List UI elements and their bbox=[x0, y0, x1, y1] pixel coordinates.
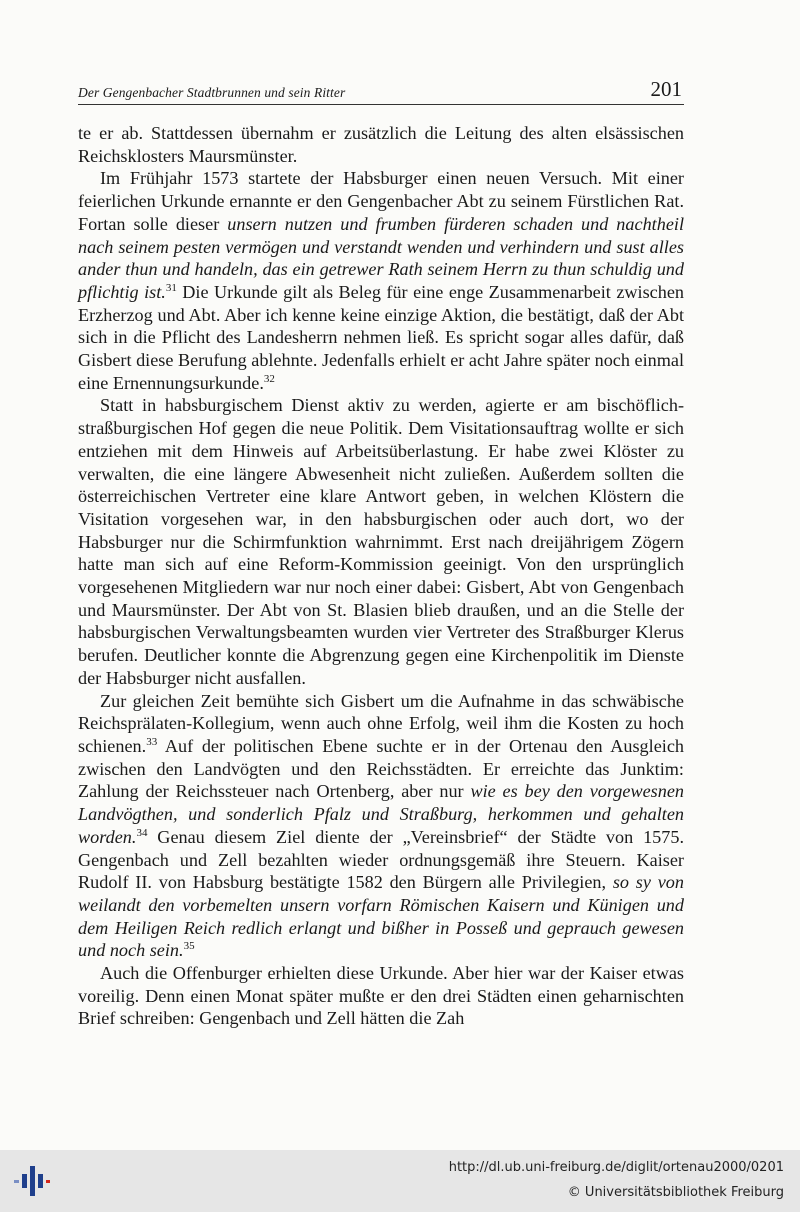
paragraph bbox=[78, 122, 684, 167]
footnote-reference: 35 bbox=[183, 940, 195, 953]
paragraph-text: Auch die Offenburger erhielten diese Urkunde. Aber hier war der Kaiser etwas voreilig. Denn einen Monat später mußte er den drei Städten einen geharnischten Brief schreiben: Gengenbach und Zell hätten die Zah bbox=[78, 963, 684, 1029]
page-number: 201 bbox=[650, 77, 682, 101]
logo-bar bbox=[14, 1180, 19, 1183]
paragraph bbox=[78, 394, 684, 689]
quoted-source-text: wie es bey den vorgewesnen Landvögthen, und sonderlich Pfalz und Straßburg, herkommen und gehalten worden. bbox=[78, 781, 684, 847]
footnote-reference: 34 bbox=[136, 826, 148, 839]
running-title: Der Gengenbacher Stadtbrunnen und sein Ritter bbox=[78, 85, 346, 100]
paragraph-text: Zur gleichen Zeit bemühte sich Gisbert um die Aufnahme in das schwäbische Reichsprälaten-Kollegium, wenn auch ohne Erfolg, weil ihm die Kosten zu hoch schienen. bbox=[78, 690, 684, 756]
logo-bar bbox=[38, 1174, 43, 1188]
quoted-source-text: unsern nutzen und frumben fürderen schaden und nachtheil nach seinem pesten vermögen und verstandt wenden und verhindern und sust alles ander thun und handeln, das ein getrewer Rath seinem Herrn zu thun schuldig und pflichtig ist. bbox=[78, 213, 684, 302]
viewer-footer bbox=[0, 1150, 800, 1212]
paragraph-text: Die Urkunde gilt als Beleg für eine enge Zusammenarbeit zwischen Erzherzog und Abt. Aber ich kenne keine einzige Aktion, die bestätigt, daß der Abt sich in die Pflicht des Landesherrn nehmen ließ. Es spricht sogar alles dafür, daß Gisbert diese Berufung ablehnte. Jedenfalls erhielt er acht Jahre später noch einmal eine Ernennungsurkunde. bbox=[78, 281, 685, 393]
paragraph-text: Statt in habsburgischem Dienst aktiv zu werden, agierte er am bischöflich-straßburgischen Hof gegen die neue Politik. Dem Visitationsauftrag wollte er sich entziehen mit dem Hinweis auf Arbeitsüberlastung. Er habe zwei Klöster zu verwalten, die eine längere Abwesenheit nicht zuließen. Außerdem sollten die österreichischen Vertreter eine klare Antwort geben, in welchen Klöstern die Visitation vorgesehen war, in den habsburgischen oder auch dort, wo der Habsburger nur die Schirmfunktion wahrnimmt. Erst nach dreijährigem Zögern hatte man sich auf eine Reform-Kommission geeinigt. Von den ursprünglich vorgesehenen Mitgliedern war nur noch einer dabei: Gisbert, Abt von Gengenbach und Maursmünster. Der Abt von St. Blasien blieb draußen, und an die Stelle der habsburgischen Verwaltungsbeamten wurden vier Vertreter des Straßburger Klerus berufen. Deutlicher konnte die Abgrenzung gegen eine Kirchenpolitik im Dienste der Habsburger nicht ausfallen. bbox=[78, 395, 684, 688]
logo-bar bbox=[46, 1180, 50, 1183]
logo-bar bbox=[30, 1166, 35, 1196]
footnote-reference: 32 bbox=[263, 372, 275, 385]
quoted-source-text: so sy von weilandt den vorbemelten unsern vorfarn Römischen Kaisern und Künigen und dem Heiligen Reich redlich erlangt und bißher in Posseß und geprauch gewesen und noch sein. bbox=[78, 872, 684, 961]
footnote-reference: 33 bbox=[146, 735, 158, 748]
paragraph bbox=[78, 690, 684, 962]
paragraph-text: Genau diesem Ziel diente der „Vereinsbrief“ der Städte von 1575. Gengenbach und Zell bezahlten wieder ordnungsgemäß ihre Steuern. Kaiser Rudolf II. von Habsburg bestätigte 1582 den Bürgern alle Privilegien, bbox=[78, 826, 684, 893]
page-header bbox=[78, 77, 684, 105]
paragraph-text: Auf der politischen Ebene suchte er in der Ortenau den Ausgleich zwischen den Landvögten und den Reichsstädten. Er erreichte das Junktim: Zahlung der Reichssteuer nach Ortenberg, aber nur bbox=[78, 735, 684, 802]
paragraph bbox=[78, 962, 684, 1030]
body-text bbox=[78, 122, 684, 1030]
ub-freiburg-logo-icon[interactable] bbox=[12, 1164, 52, 1200]
permalink-url[interactable]: http://dl.ub.uni-freiburg.de/diglit/ortenau2000/0201 bbox=[448, 1160, 784, 1175]
paragraph bbox=[78, 167, 684, 394]
paragraph-text: Im Frühjahr 1573 startete der Habsburger einen neuen Versuch. Mit einer feierlichen Urkunde ernannte er den Gengenbacher Abt zu seinem Fürstlichen Rat. Fortan solle dieser bbox=[78, 168, 684, 234]
copyright-notice: © Universitätsbibliothek Freiburg bbox=[567, 1185, 784, 1200]
paragraph-text: te er ab. Stattdessen übernahm er zusätzlich die Leitung des alten elsässischen Reichsklosters Maursmünster. bbox=[78, 123, 684, 166]
footnote-reference: 31 bbox=[165, 281, 177, 294]
logo-bar bbox=[22, 1174, 27, 1188]
